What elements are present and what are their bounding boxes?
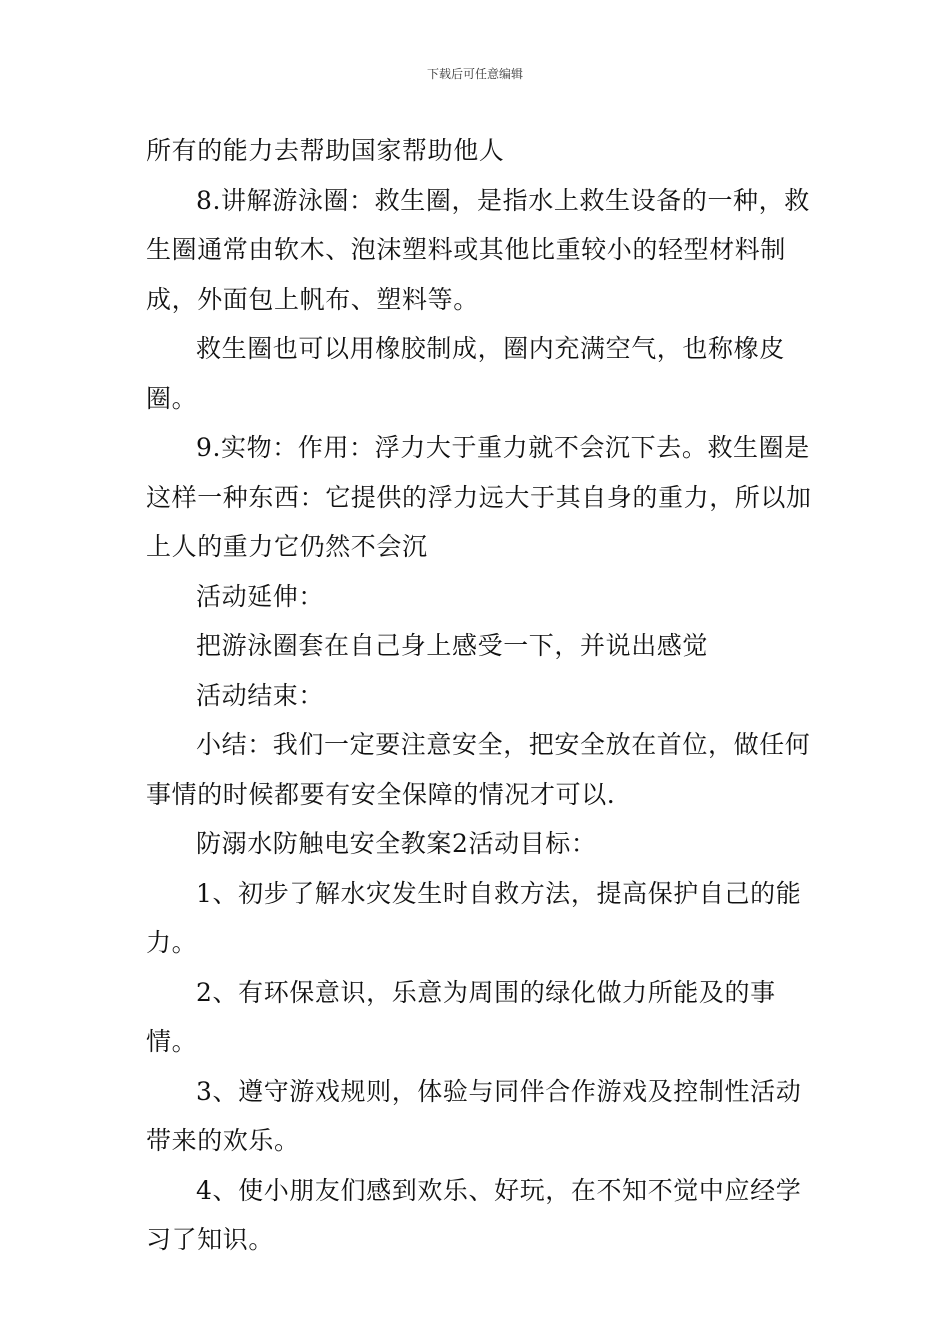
paragraph-goal-1: 1、初步了解水灾发生时自救方法，提高保护自己的能力。 [146,878,802,957]
document-body [146,126,812,1265]
paragraph-goal-3: 3、遵守游戏规则，体验与同伴合作游戏及控制性活动带来的欢乐。 [146,1076,802,1155]
paragraph-continuation: 所有的能力去帮助国家帮助他人 [146,136,505,165]
paragraph-item-9: 9.实物：作用：浮力大于重力就不会沉下去。救生圈是这样一种东西：它提供的浮力远大于其自身的重力，所以加上人的重力它仍然不会沉 [146,433,812,561]
paragraph-goal-4: 4、使小朋友们感到欢乐、好玩，在不知不觉中应经学习了知识。 [146,1175,802,1254]
paragraph-activity-extension-heading: 活动延伸： [196,581,325,611]
page-header: 下载后可任意编辑 [426,67,523,81]
paragraph-activity-end-heading: 活动结束： [196,680,325,710]
paragraph-activity-extension: 把游泳圈套在自己身上感受一下，并说出感觉 [196,631,709,660]
paragraph-goal-2: 2、有环保意识，乐意为周围的绿化做力所能及的事情。 [146,977,776,1056]
paragraph-summary: 小结：我们一定要注意安全，把安全放在首位，做任何事情的时候都要有安全保障的情况才可以. [146,730,811,809]
paragraph-item-8: 8.讲解游泳圈：救生圈，是指水上救生设备的一种，救生圈通常由软木、泡沫塑料或其他比重较小的轻型材料制成，外面包上帆布、塑料等。 [146,185,810,314]
paragraph-lesson-2-goals-heading: 防溺水防触电安全教案2活动目标： [196,829,597,858]
paragraph-lifebuoy-rubber: 救生圈也可以用橡胶制成，圈内充满空气，也称橡皮圈。 [146,334,785,413]
